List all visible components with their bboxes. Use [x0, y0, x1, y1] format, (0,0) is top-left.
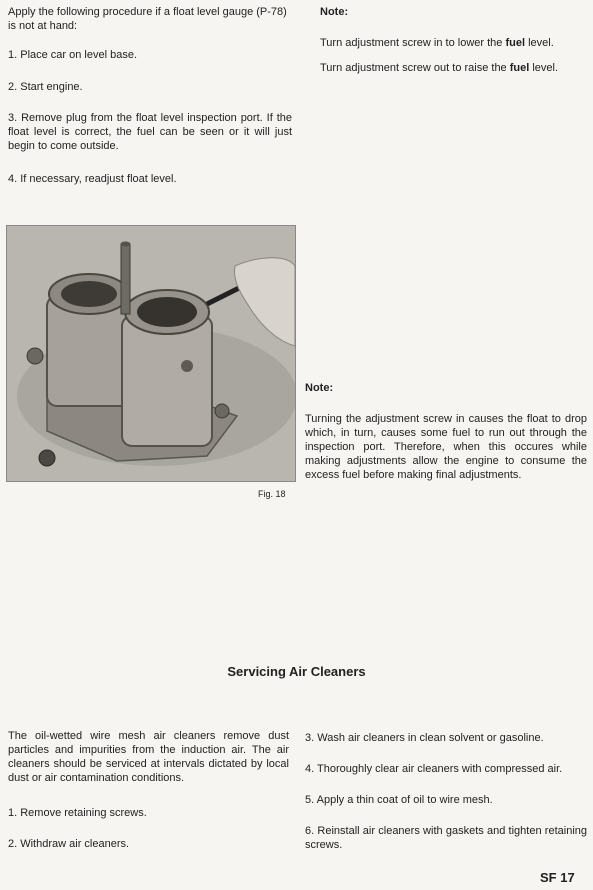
procedure-step-1: 1. Place car on level base.	[8, 49, 138, 61]
section-title: Servicing Air Cleaners	[227, 664, 366, 679]
note-text: Turn adjustment screw in to lower the	[320, 37, 506, 49]
section-step-1: 1. Remove retaining screws.	[8, 807, 147, 819]
note-line-lower-level	[320, 36, 590, 50]
procedure-step-3: 3. Remove plug from the float level inspection port. If the float level is correct, the fuel can be seen or it will just begin to come outside.	[8, 112, 292, 152]
procedure-step-4: 4. If necessary, readjust float level.	[8, 173, 177, 185]
section-step-2: 2. Withdraw air cleaners.	[8, 838, 130, 850]
note-heading-1: Note:	[320, 6, 349, 18]
note-text: level.	[525, 37, 554, 49]
procedure-intro: Apply the following procedure if a float level gauge (P-78) is not at hand:	[8, 6, 287, 32]
procedure-step-2: 2. Start engine.	[8, 81, 83, 93]
section-step-5: 5. Apply a thin coat of oil to wire mesh.	[305, 794, 493, 806]
section-step-4: 4. Thoroughly clear air cleaners with compressed air.	[305, 763, 563, 775]
figure-caption: Fig. 18	[258, 489, 286, 499]
section-step-3: 3. Wash air cleaners in clean solvent or gasoline.	[305, 732, 544, 744]
carburetor-photo	[6, 225, 296, 482]
note-text: Turn adjustment screw out to raise the	[320, 62, 510, 74]
note-emphasis: fuel	[509, 62, 530, 74]
note-text: level.	[529, 62, 559, 74]
note-paragraph-2: Turning the adjustment screw in causes the float to drop which, in turn, causes some fuel to run out through the inspection port. Therefore, when this occures while making adjustments allow the engine to consume the excess fuel before making final adjustments.	[305, 413, 587, 481]
note-line-raise-level	[320, 61, 590, 75]
section-intro: The oil-wetted wire mesh air cleaners remove dust particles and impurities from the induction air. The air cleaners should be serviced at intervals dictated by local dust or air contamination conditions.	[8, 730, 289, 784]
carburetor-illustration	[7, 226, 295, 481]
page-number: SF 17	[540, 870, 575, 885]
note-heading-2: Note:	[305, 382, 334, 394]
section-step-6: 6. Reinstall air cleaners with gaskets and tighten retaining screws.	[305, 825, 587, 851]
note-emphasis: fuel	[505, 37, 526, 49]
